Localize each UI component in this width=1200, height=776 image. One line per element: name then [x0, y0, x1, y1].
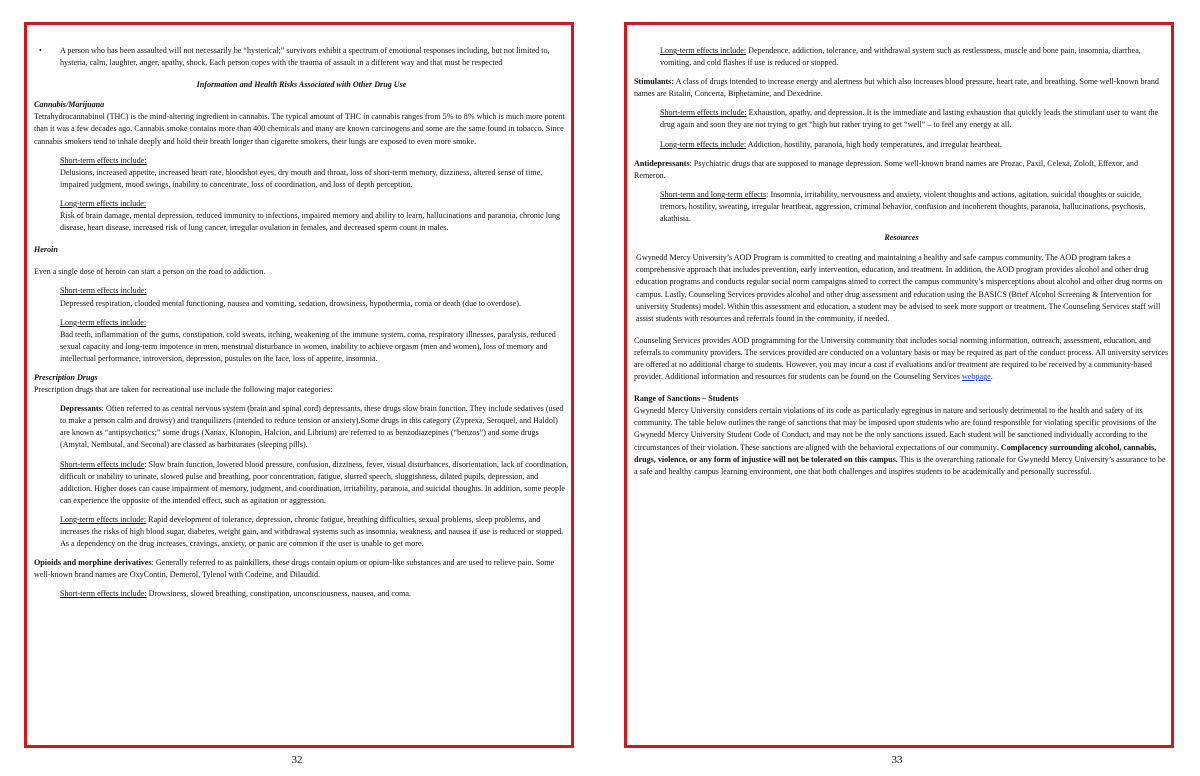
effects-text: Addiction, hostility, paranoia, high body temperatures, and irregular heartbeat.: [746, 139, 1002, 149]
effects-text: Risk of brain damage, mental depression, reduced immunity to infections, impaired memory and ability to learn, hallucinations and paranoia, chronic lung disease, heart disease, increased risk of lung cancer, irregular ovulation in females, and decreased sperm count in males.: [60, 211, 561, 233]
opioids-label: Opioids and morphine derivatives: [34, 558, 152, 568]
page-number: 33: [891, 754, 903, 766]
depressants-text: : Often referred to as central nervous system (brain and spinal cord) depressants, these drugs slow brain function. They include sedatives (used to make a person calm and drowsy) and tranquilizers (intended to reduce tension or anxiety).Some drugs in this category (Zyprexa, Seroquel, and Haldol) are known as “antipsychotics;” some drugs (Xanax, Klonopin, Halcion, and Librium) are referred to as benzodiazepines (“benzos”) and some drugs (Amytal, Nembutal, and Seconal) are classed as barbiturates (sleeping pills).: [60, 404, 564, 450]
bullet-item: • A person who has been assaulted will not necessarily be “hysterical;” survivors exhibit a spectrum of emotional responses including, but not limited to, hysteria, calm, laughter, anger, apathy, shock. Each person copes with the trauma of assault in a different way and that must be respected: [34, 45, 569, 69]
cannabis-long-term: [60, 198, 569, 234]
counseling-webpage-link[interactable]: webpage: [961, 372, 991, 382]
page-number: 32: [291, 754, 303, 766]
effects-text: Depressed respiration, clouded mental functioning, nausea and vomiting, sedation, drowsiness, hypothermia, coma or death (due to overdose).: [60, 298, 521, 308]
resources-heading: Resources: [884, 233, 919, 243]
stimulants-text: A class of drugs intended to increase energy and alertness but which also increases blood pressure, heart rate, and breathing. Some well-known brand names are Ritalin, Concerta, Biphetamine, and Dexedrine.: [634, 77, 1159, 99]
prescription-heading: Prescription Drugs: [34, 372, 98, 382]
opioids-text: : Generally referred to as painkillers, these drugs contain opium or opium-like substances and are used to relieve pain. Some well-known brand names are OxyContin, Demerol, Tylenol with Codeine, and Dilaudid.: [34, 558, 555, 580]
antidepressants-effects: [660, 189, 1169, 225]
heroin-short-term: [60, 285, 569, 309]
sanctions-text-end: This is the overarching rationale for Gwynedd Mercy University’s assurance to be a safe and healthy campus learning environment, one that both challenges and inspires students to be academically and personally successful.: [634, 454, 1166, 476]
sanctions-bold-text: . Complacency surrounding alcohol, cannabis, drugs, violence, or any form of injustice will not be tolerated on this campus.: [634, 442, 1157, 464]
effects-label: Long-term effects include:: [660, 139, 747, 149]
cannabis-short-term: [60, 155, 569, 191]
stimulants-short-term: [660, 107, 1169, 131]
page-content: [634, 45, 1169, 485]
antidepressants-label: Antidepressants: [634, 158, 690, 168]
section-title: Information and Health Risks Associated with Other Drug Use: [196, 80, 407, 90]
depressants-paragraph: [60, 403, 569, 451]
effects-text: Dependence, addiction, tolerance, and withdrawal system such as restlessness, muscle and bone pain, insomnia, diarrhea, vomiting, and cold flashes if use is reduced or stopped.: [660, 46, 1141, 68]
effects-label: Long-term effects include:: [60, 514, 147, 524]
effects-text: : Slow brain function, lowered blood pressure, confusion, dizziness, fever, visual disturbances, disorientation, lack of coordination, difficult or inability to urinate, slowed pulse and breathing, poor concentration, fatigue, slurred speech, sluggishness, dilated pupils, depression, and addiction. Higher doses can cause impairment of memory, judgment, and coordination, irritability, paranoia, and suicidal thoughts. In addition, some people can experience the opposite of the intended effect, such as agitation or aggression.: [60, 459, 569, 505]
document-page-left: [24, 22, 574, 748]
sanctions-paragraph: [634, 405, 1169, 478]
effects-label: Short-term effects include:: [60, 589, 147, 599]
antidepressants-paragraph: [634, 158, 1169, 182]
effects-label: Short-term effects include:: [60, 155, 147, 165]
effects-label: Short-term effects include: [60, 459, 145, 469]
opioids-long-term: [660, 45, 1169, 69]
effects-label: Long-term effects include:: [660, 46, 747, 55]
cannabis-heading: Cannabis/Marijuana: [34, 100, 105, 110]
resources-paragraph-1: Gwynedd Mercy University’s AOD Program is committed to creating and maintaining a healthy and safe campus community. The AOD program takes a comprehensive approach that includes prevention, early intervention, education, and treatment. In addition, the AOD program provides alcohol and other drug education programs and conducts regular social norm campaigns aimed to correct the campus community’s misperceptions about alcohol and other drug norms on campus. Lastly, Counseling Services provides alcohol and other drug assessment and education using the BASICS (Brief Alcohol Screening & Intervention for university Students) model. Within this assessment and education, a student may be advised to seek more support or treatment. The Counseling Services staff will assist students with resources and referrals found in the community, if needed.: [636, 253, 1163, 323]
cannabis-body: Tetrahydrocannabinol (THC) is the mind-altering ingredient in cannabis. The typical amount of THC in cannabis ranges from 5% to 8% which is much more potent than it was a few decades ago. Cannabis smoke contains more than 400 chemicals and many are known carcinogens and some are the same found in tobacco. Since cannabis smokers tend to inhale deeply and hold their breath longer than cigarette smokers, their lungs are exposed to even more smoke.: [34, 112, 565, 146]
opioids-paragraph: [34, 557, 569, 581]
resources-paragraph-2: [634, 335, 1169, 383]
effects-text: Rapid development of tolerance, depression, chronic fatigue, breathing difficulties, sexual problems, sleep problems, and increases the risks of high blood sugar, diabetes, weight gain, and withdrawal systems such as insomnia, weakness, and nausea if use is reduced or stopped. As a dependency on the drug increases, cravings, anxiety, or panic are common if the user is unable to get more.: [60, 514, 564, 549]
antidepressants-text: : Psychiatric drugs that are supposed to manage depression. Some well-known brand names are Prozac, Paxil, Celexa, Zoloft, Effexor, and Remeron.: [634, 158, 1139, 180]
depressants-short-term: [60, 459, 569, 507]
effects-text: : Insomnia, irritability, nervousness and anxiety, violent thoughts and actions, agitation, suicidal thoughts or suicide, tremors, hostility, sweating, irregular heartbeat, aggression, criminal behavior, confusion and incoherent thoughts, paranoia, hallucinations, psychosis, akathisia.: [660, 189, 1146, 224]
effects-text: Drowsiness, slowed breathing, constipation, unconsciousness, nausea, and coma.: [146, 589, 411, 599]
sanctions-heading: Range of Sanctions – Students: [634, 394, 739, 404]
heroin-body: Even a single dose of heroin can start a person on the road to addiction.: [34, 267, 266, 277]
page-content: [34, 45, 569, 607]
effects-text: Bad teeth, inflammation of the gums, constipation, cold sweats, itching, weakening of the immune system, coma, respiratory illnesses, paralysis, reduced sexual capacity and long-term impotence in men, menstrual disturbance in women, inability to achieve orgasm (men and women), loss of memory and intellectual performance, introversion, depression, pustules on the face, loss of appetite, insomnia.: [60, 329, 556, 363]
heroin-long-term: [60, 317, 569, 365]
effects-label: Short-term effects include:: [60, 286, 147, 296]
document-page-right: [624, 22, 1174, 748]
depressants-long-term: [60, 514, 569, 550]
effects-label: Long-term effects include:: [60, 317, 147, 327]
resources-text: Counseling Services provides AOD programming for the University community that includes social norming information, outreach, assessment, education, and referrals to community providers. The services provided are conducted on a voluntary basis or may be required as part of the conduct process. All university services are offered at no additional charge to students. However, you may incur a cost if evaluations and/or treatment are required to be received by a community-based provider. Additional information and resources for students can be found on the Counseling Services: [634, 335, 1169, 382]
prescription-body: Prescription drugs that are taken for recreational use include the following major categories:: [34, 385, 333, 395]
effects-label: Short-term effects include:: [660, 108, 747, 118]
effects-label: Long-term effects include:: [60, 198, 147, 208]
stimulants-label: Stimulants:: [634, 77, 675, 87]
heroin-heading: Heroin: [34, 245, 58, 255]
effects-text: Delusions, increased appetite, increased heart rate, bloodshot eyes, dry mouth and throat, loss of short-term memory, dizziness, altered sense of time, impaired judgment, mood swings, inability to concentrate, loss of coordination, and loss of depth perception.: [60, 167, 543, 189]
depressants-label: Depressants: [60, 404, 102, 414]
effects-text: Exhaustion, apathy, and depression. It is the immediate and lasting exhaustion that quickly leads the stimulant user to want the drug again and soon they are not trying to get “high but rather trying to get “well” – to feel any energy at all.: [660, 108, 1159, 130]
stimulants-long-term: [660, 139, 1169, 151]
opioids-short-term: [60, 588, 569, 600]
effects-label: Short-term and long-term effects: [660, 189, 767, 199]
resources-text-end: .: [990, 372, 993, 382]
stimulants-paragraph: [634, 76, 1169, 100]
sanctions-text: Gwynedd Mercy University considers certain violations of its code as particularly egregious in nature and seriously detrimental to the health and safety of its community. The table below outlines the range of sanctions that may be imposed upon students who are found responsible for violating specific provisions of the Gwynedd Mercy University Student Code of Conduct, and may not be the only sanctions issued. Each student will be sanctioned individually according to the circumstances of their violation. These sanctions are aligned with the behavioral expectations of our community: [634, 406, 1157, 452]
